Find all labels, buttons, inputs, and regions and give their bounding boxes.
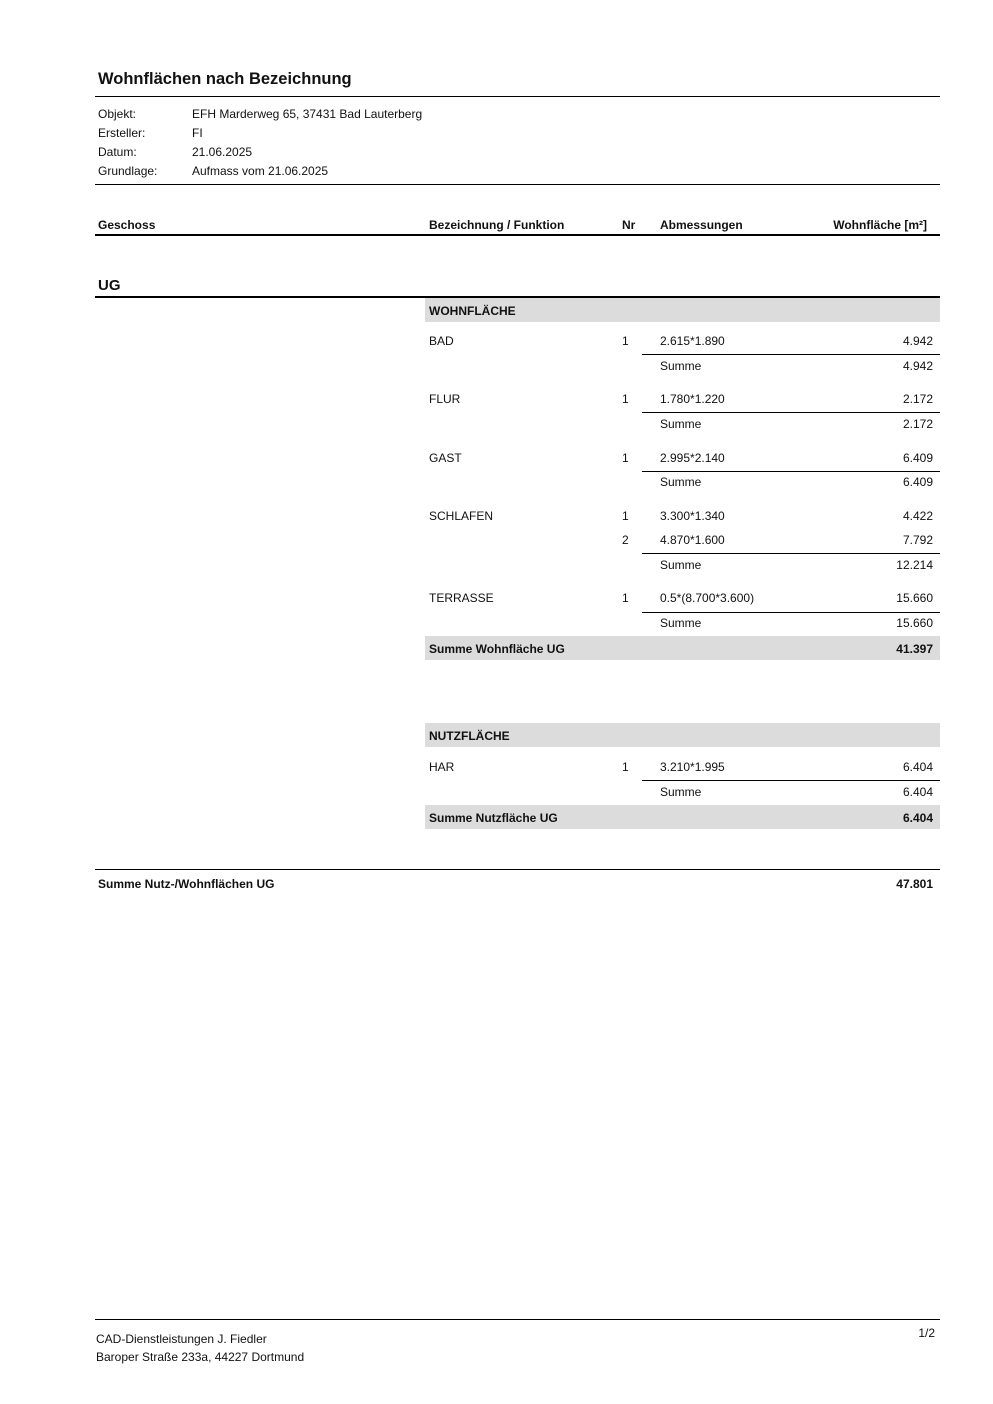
section-total-label: Summe Nutzfläche UG [429, 811, 558, 825]
section-header-label: WOHNFLÄCHE [429, 304, 516, 318]
room-name: FLUR [429, 392, 461, 406]
section-header-wohnflaeche [425, 298, 940, 322]
sum-value: 4.942 [902, 359, 933, 373]
meta-value-grundlage: Aufmass vom 21.06.2025 [192, 164, 329, 178]
row-dimensions: 4.870*1.600 [660, 533, 725, 547]
room-name: TERRASSE [429, 591, 494, 605]
row-nr: 1 [622, 509, 629, 523]
sum-value: 12.214 [896, 558, 933, 572]
sum-value: 6.409 [902, 475, 933, 489]
sum-divider [642, 354, 940, 355]
room-name: BAD [429, 334, 454, 348]
row-nr: 1 [622, 591, 629, 605]
column-header-bezeichnung: Bezeichnung / Funktion [429, 218, 565, 232]
sum-label: Summe [660, 785, 702, 799]
sum-row [425, 558, 940, 574]
sum-divider [642, 553, 940, 554]
row-area: 7.792 [902, 533, 933, 547]
footer-divider [95, 1319, 940, 1320]
page-number: 1/2 [918, 1326, 935, 1340]
sum-label: Summe [660, 616, 702, 630]
sum-label: Summe [660, 475, 702, 489]
table-row [425, 392, 940, 408]
sum-value: 6.404 [902, 785, 933, 799]
sum-divider [642, 612, 940, 613]
table-row [425, 533, 940, 549]
sum-row [425, 359, 940, 375]
sum-row [425, 417, 940, 433]
sum-row [425, 475, 940, 491]
grand-total-value: 47.801 [896, 877, 933, 891]
table-row [425, 334, 940, 350]
sum-divider [642, 412, 940, 413]
sum-value: 2.172 [902, 417, 933, 431]
sum-label: Summe [660, 359, 702, 373]
section-total-wohnflaeche [425, 636, 940, 660]
row-dimensions: 2.615*1.890 [660, 334, 725, 348]
meta-label-datum: Datum: [98, 145, 137, 159]
meta-value-ersteller: FI [192, 126, 203, 140]
floor-label: UG [98, 277, 121, 294]
meta-value-datum: 21.06.2025 [192, 145, 253, 159]
row-nr: 2 [622, 533, 629, 547]
row-area: 4.942 [902, 334, 933, 348]
table-row [425, 451, 940, 467]
column-header-wohnflaeche: Wohnfläche [m²] [833, 218, 927, 232]
section-header-nutzflaeche [425, 723, 940, 747]
section-total-nutzflaeche [425, 805, 940, 829]
column-header-divider [95, 234, 940, 236]
column-header-abmessungen: Abmessungen [660, 218, 743, 232]
section-total-value: 41.397 [896, 642, 933, 656]
room-name: SCHLAFEN [429, 509, 494, 523]
section-header-label: NUTZFLÄCHE [429, 729, 510, 743]
row-nr: 1 [622, 334, 629, 348]
room-name: HAR [429, 760, 455, 774]
row-nr: 1 [622, 392, 629, 406]
row-dimensions: 0.5*(8.700*3.600) [660, 591, 755, 605]
section-total-value: 6.404 [902, 811, 933, 825]
grand-total-label: Summe Nutz-/Wohnflächen UG [98, 877, 275, 891]
table-row [425, 591, 940, 607]
title-divider [95, 96, 940, 97]
column-header-nr: Nr [622, 218, 636, 232]
row-area: 6.409 [902, 451, 933, 465]
meta-label-ersteller: Ersteller: [98, 126, 146, 140]
row-dimensions: 2.995*2.140 [660, 451, 725, 465]
sum-value: 15.660 [896, 616, 933, 630]
row-area: 4.422 [902, 509, 933, 523]
grand-total-divider [95, 869, 940, 870]
row-dimensions: 1.780*1.220 [660, 392, 725, 406]
section-total-label: Summe Wohnfläche UG [429, 642, 565, 656]
footer-address: Baroper Straße 233a, 44227 Dortmund [96, 1350, 305, 1364]
meta-label-objekt: Objekt: [98, 107, 137, 121]
sum-label: Summe [660, 558, 702, 572]
row-dimensions: 3.210*1.995 [660, 760, 725, 774]
row-area: 6.404 [902, 760, 933, 774]
row-nr: 1 [622, 760, 629, 774]
row-dimensions: 3.300*1.340 [660, 509, 725, 523]
meta-divider [95, 184, 940, 185]
footer-company: CAD-Dienstleistungen J. Fiedler [96, 1332, 267, 1346]
meta-label-grundlage: Grundlage: [98, 164, 158, 178]
meta-value-objekt: EFH Marderweg 65, 37431 Bad Lauterberg [192, 107, 423, 121]
table-row [425, 509, 940, 525]
table-row [425, 760, 940, 776]
row-area: 15.660 [896, 591, 933, 605]
sum-divider [642, 780, 940, 781]
page-title: Wohnflächen nach Bezeichnung [98, 70, 352, 88]
row-nr: 1 [622, 451, 629, 465]
room-name: GAST [429, 451, 462, 465]
sum-divider [642, 471, 940, 472]
row-area: 2.172 [902, 392, 933, 406]
sum-row [425, 616, 940, 632]
sum-row [425, 785, 940, 801]
column-header-geschoss: Geschoss [98, 218, 156, 232]
sum-label: Summe [660, 417, 702, 431]
